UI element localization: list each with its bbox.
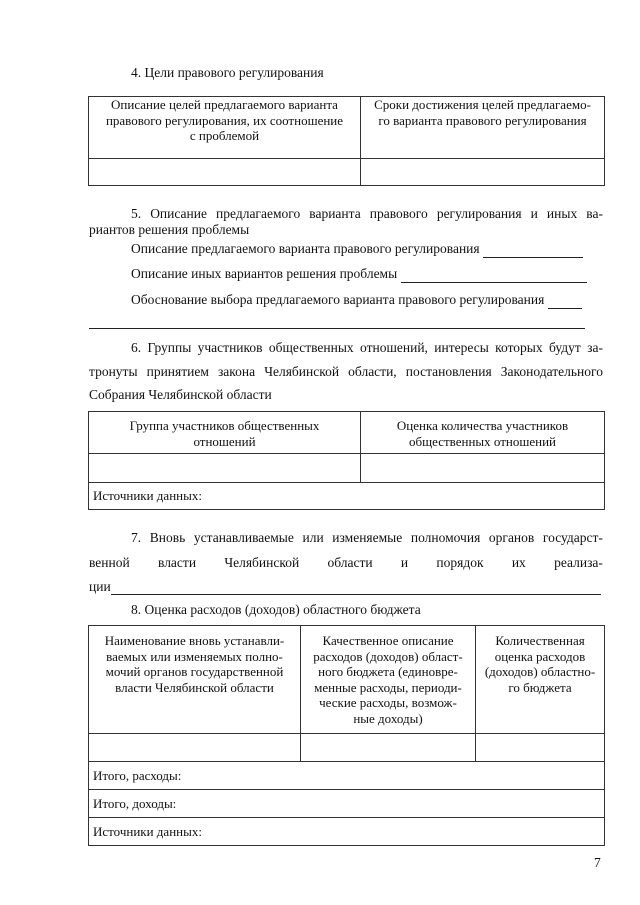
fill-line[interactable] bbox=[548, 292, 582, 309]
section7-heading-line3: ции bbox=[89, 579, 111, 594]
budget-table-cell[interactable] bbox=[301, 734, 476, 762]
fill-line[interactable] bbox=[401, 266, 587, 283]
section6-heading: 6. Группы участников общественных отношений, интересы которых будут за- bbox=[131, 340, 603, 355]
budget-table bbox=[88, 625, 605, 846]
page-number: 7 bbox=[594, 855, 601, 870]
goals-table-cell[interactable] bbox=[89, 159, 361, 186]
section6-heading-line2: тронуты принятием закона Челябинской области, постановления Законодательного bbox=[89, 364, 603, 379]
field-other-options: Описание иных вариантов решения проблемы bbox=[131, 266, 603, 283]
budget-table-header-quantitative: Количественная оценка расходов (доходов) областно- го бюджета bbox=[476, 626, 605, 734]
section8-heading: 8. Оценка расходов (доходов) областного бюджета bbox=[131, 602, 421, 617]
budget-table-cell[interactable] bbox=[89, 734, 301, 762]
fill-line[interactable] bbox=[89, 328, 585, 329]
budget-table-header-powers: Наименование вновь устанавли- ваемых или изменяемых полно- мочий органов государственной власти Челябинской области bbox=[89, 626, 301, 734]
goals-table-header-deadlines: Сроки достижения целей предлагаемо- го варианта правового регулирования bbox=[361, 97, 605, 159]
section4-heading: 4. Цели правового регулирования bbox=[131, 65, 324, 80]
field-justification: Обоснование выбора предлагаемого варианта правового регулирования bbox=[131, 292, 603, 309]
section5-heading-continued: риантов решения проблемы bbox=[89, 222, 250, 237]
section5-heading: 5. Описание предлагаемого варианта правового регулирования и иных ва- bbox=[131, 206, 603, 221]
fill-line[interactable] bbox=[483, 241, 583, 258]
participants-table-cell[interactable] bbox=[89, 454, 361, 483]
budget-table-total-income[interactable]: Итого, доходы: bbox=[89, 790, 605, 818]
participants-table-cell[interactable] bbox=[361, 454, 605, 483]
goals-table-header-description: Описание целей предлагаемого варианта правового регулирования, их соотношение с проблемой bbox=[89, 97, 361, 159]
section7-heading: 7. Вновь устанавливаемые или изменяемые полномочия органов государст- bbox=[131, 530, 603, 545]
participants-table-header-group: Группа участников общественных отношений bbox=[89, 412, 361, 454]
fill-line[interactable] bbox=[111, 594, 601, 595]
goals-table bbox=[88, 96, 605, 186]
budget-table-sources[interactable]: Источники данных: bbox=[89, 818, 605, 846]
participants-table-sources[interactable]: Источники данных: bbox=[89, 483, 605, 510]
budget-table-header-qualitative: Качественное описание расходов (доходов) област- ного бюджета (единовре- менные расходы, периоди- ческие расходы, возмож- ные доходы) bbox=[301, 626, 476, 734]
section7-heading-line2: венной власти Челябинской области и порядок их реализа- bbox=[89, 555, 603, 570]
budget-table-total-expenses[interactable]: Итого, расходы: bbox=[89, 762, 605, 790]
section6-heading-line3: Собрания Челябинской области bbox=[89, 387, 272, 402]
goals-table-cell[interactable] bbox=[361, 159, 605, 186]
participants-table bbox=[88, 411, 605, 510]
participants-table-header-count: Оценка количества участников общественных отношений bbox=[361, 412, 605, 454]
budget-table-cell[interactable] bbox=[476, 734, 605, 762]
field-proposed-option: Описание предлагаемого варианта правового регулирования bbox=[131, 241, 603, 258]
